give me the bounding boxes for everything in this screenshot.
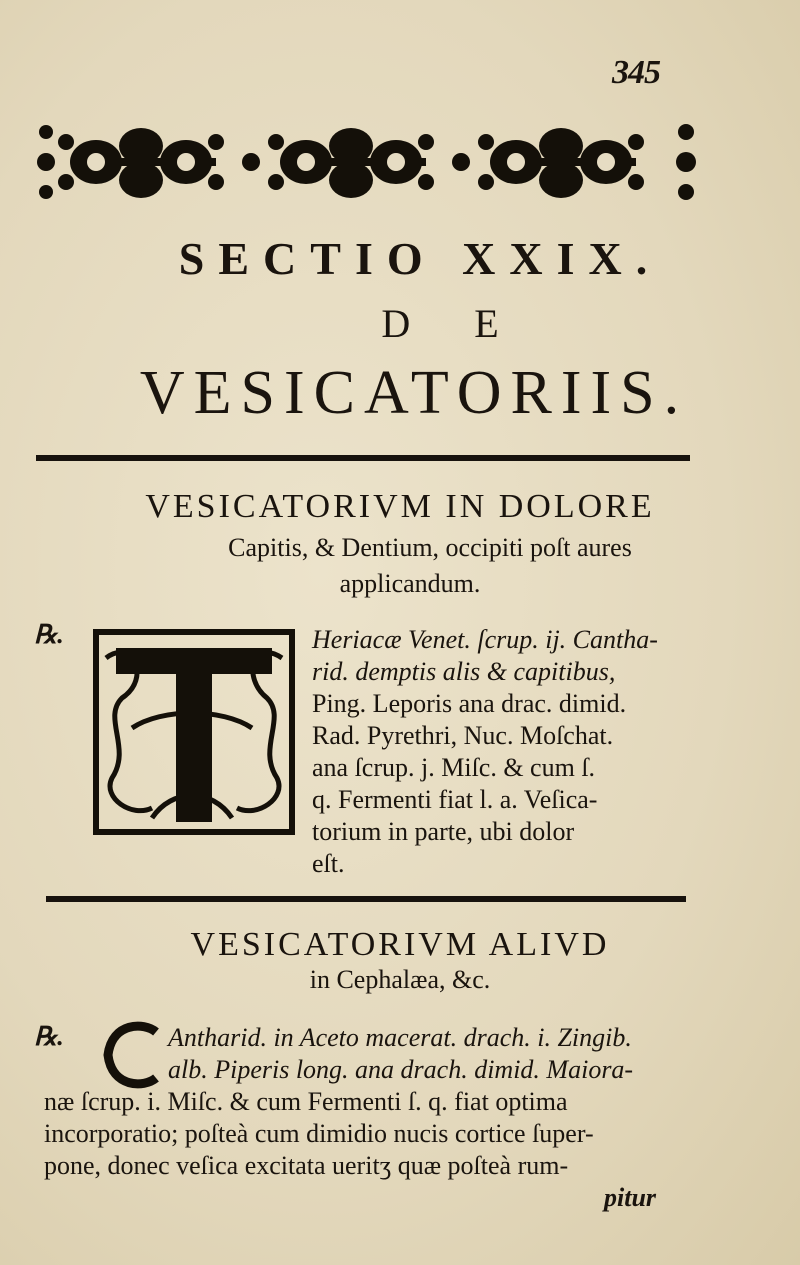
recipe1-line: ana ſcrup. j. Miſc. & cum ſ. — [312, 753, 596, 782]
divider-rule — [46, 896, 686, 902]
de-heading: DE — [381, 301, 563, 346]
recipe2-line: pone, donec veſica excitata ueritʒ quæ poſteà rum- — [44, 1151, 569, 1180]
recipe1-title: VESICATORIVM IN DOLORE — [145, 488, 655, 525]
page-number: 345 — [612, 54, 660, 91]
divider-rule — [36, 455, 690, 461]
recipe2-rx-symbol: ℞. — [34, 1022, 64, 1051]
recipe1-subtitle-line1: Capitis, & Dentium, occipiti poſt aures — [228, 533, 632, 562]
recipe2-line: incorporatio; poſteà cum dimidio nucis cortice ſuper- — [44, 1119, 594, 1148]
section-heading: SECTIO XXIX. — [178, 233, 662, 284]
recipe1-line: Rad. Pyrethri, Nuc. Moſchat. — [312, 721, 614, 750]
recipe2-line: Antharid. in Aceto macerat. drach. i. Zingib. — [168, 1023, 632, 1052]
main-title: VESICATORIIS. — [139, 359, 689, 427]
recipe1-line: eſt. — [312, 849, 345, 878]
recipe1-line: rid. demptis alis & capitibus, — [312, 657, 616, 686]
recipe1-line: q. Fermenti fiat l. a. Veſica- — [312, 785, 598, 814]
recipe2-title: VESICATORIVM ALIVD — [190, 926, 610, 963]
recipe2-subtitle: in Cephalæa, &c. — [309, 965, 491, 994]
recipe1-rx-symbol: ℞. — [34, 620, 64, 649]
decorative-headpiece — [36, 112, 700, 212]
initial-c — [100, 1020, 164, 1090]
recipe2-line: næ ſcrup. i. Miſc. & cum Fermenti ſ. q. fiat optima — [44, 1087, 568, 1116]
recipe1-line: Heriacæ Venet. ſcrup. ij. Cantha- — [312, 625, 658, 654]
catchword: pitur — [604, 1183, 657, 1212]
decorated-initial-t — [92, 628, 296, 836]
recipe1-line: Ping. Leporis ana drac. dimid. — [312, 689, 627, 718]
recipe1-line: torium in parte, ubi dolor — [312, 817, 575, 846]
recipe2-line: alb. Piperis long. ana drach. dimid. Maiora- — [168, 1055, 634, 1084]
recipe1-subtitle-line2: applicandum. — [339, 569, 481, 598]
